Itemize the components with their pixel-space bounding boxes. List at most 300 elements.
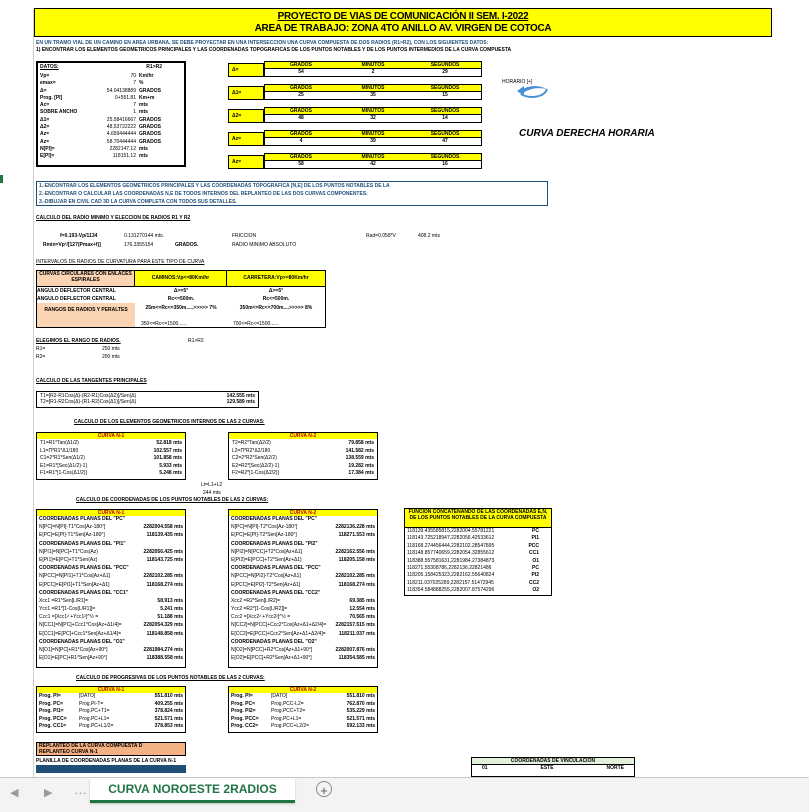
t2-formula: T2=[R1-R2Cos(Δ)-(R1-R2)Cos(Δ1)]/Sen(Δ) [40, 399, 137, 405]
coordenada-row [231, 647, 375, 655]
datos-key: Vp= [40, 73, 50, 79]
coordenada-value: 118148.858 mts [146, 630, 183, 637]
coordenada-formula: N[PC]=N[PI]-T2*Cos[Az-180°] [231, 524, 298, 531]
coordenada-value: 51.188 mts [157, 614, 183, 621]
resumen-point: PC [532, 564, 539, 571]
coordenada-row [231, 573, 375, 581]
progresivas-heading: CALCULO DE PROGRESIVAS DE LOS PUNTOS NOTABLES DE LAS 2 CURVAS: [76, 675, 265, 681]
angle-m-value: 35 [370, 92, 376, 98]
angle-values-row [264, 69, 482, 77]
elemento-formula: C1=2*R1*Sen(Δ1/2) [40, 455, 85, 462]
datos-unit: GRADOS [139, 138, 161, 145]
coordenada-formula: N[CC1]=N[PC]+Ccc1*Cos[Az+Δ1/4]= [39, 622, 122, 629]
horario-arrow-icon [515, 82, 551, 100]
freeze-pane-marker [0, 175, 3, 183]
sheet-left-border [33, 8, 34, 777]
elemento-value: 5.933 mts [159, 462, 182, 469]
curvas-r3b-v1: 350<=Rc<=1500...... [141, 321, 187, 327]
resumen-box [404, 508, 552, 596]
angle-col-label: MINUTOS [361, 131, 385, 137]
datos-value: 25.58416667 [106, 116, 136, 123]
elemento-value: 101.858 mts [153, 455, 182, 462]
elemento-value: 19.282 mts [348, 462, 374, 469]
angle-header-row [264, 130, 482, 138]
lt-val: 244 mts [203, 490, 221, 496]
resumen-row [407, 580, 549, 587]
resumen-row [407, 558, 549, 565]
coordenada-formula: Ccc2 =[Xcc2² +Ycc2²]^½ = [231, 614, 291, 621]
coordenada-row [39, 647, 183, 655]
progresiva-value: 592.133 mts [346, 723, 375, 730]
r1-val: 250 mts [102, 346, 120, 352]
datos-unit: GRADOS [139, 131, 161, 138]
angle-m-value: 2 [371, 69, 375, 75]
datos-row [40, 88, 182, 95]
angle-g-value: 4 [299, 138, 303, 144]
intervalos-text: INTERVALOS DE RADIOS DE CURVATURA PARA ESTE TIPO DE CURVA [36, 259, 205, 265]
resumen-point: PCC [528, 542, 539, 549]
elemento-formula: L2=Π*R2*Δ2/180 [232, 447, 271, 454]
datos-unit: mts [139, 109, 148, 116]
coordenada-row [39, 614, 183, 622]
datos-key: Az= [40, 138, 50, 145]
resumen-point: O1 [532, 557, 539, 564]
coordenada-value: 118388.558 mts [146, 655, 183, 662]
datos-key: N[PI]= [40, 145, 55, 152]
datos-header-label: DATOS: [40, 64, 59, 70]
coordenada-row [39, 557, 183, 565]
angle-g-value: 48 [298, 115, 304, 121]
progresiva-formula: [DATO] [271, 693, 288, 699]
rad-val: 408.2 mts [418, 233, 440, 239]
coordenadas-c2-box [228, 509, 378, 668]
rmin-val: 176.3355154 [124, 242, 154, 248]
angle-col-label: SEGUNDOS [430, 108, 460, 114]
progresiva-formula: Prog.PC+L1/2= [79, 723, 114, 730]
datos-unit: GRADOS [139, 116, 161, 123]
rmin-unit: GRADOS. [175, 242, 199, 248]
coordenada-value: 2282007.876 mts [335, 647, 375, 653]
progresiva-value: 521.571 mts [346, 715, 375, 722]
curvas-h3: CARRETERA:Vp>=80Km/hr [227, 271, 325, 287]
coordenadas-c1-box [36, 509, 186, 668]
rmin-note: RADIO MINIMO ABSOLUTO [232, 242, 297, 248]
progresiva-point: Prog. CC1= [39, 723, 67, 730]
coordenada-formula: E[CC2]=E[PCC]+Ccc2*Sen[Az+Δ1+Δ2/4]= [231, 630, 326, 637]
replanteo-h1: REPLANTEO DE LA CURVA COMPUESTA D [39, 743, 143, 749]
resumen-title: FUNCION CONCATENANDO DE LAS COORDENADAS E,N, DE LOS PUNTOS NOTABLES DE LA CURVA COMPUESTA [405, 509, 551, 528]
resumen-coords: 118271.55308786,2282136.22821486 [407, 564, 492, 571]
coordenada-row [39, 573, 183, 581]
coordenada-formula: COORDENADAS PLANAS DEL "PCC" [39, 565, 129, 572]
progresiva-value: 551.810 mts [154, 693, 183, 699]
progresiva-value: 521.571 mts [154, 715, 183, 722]
elemento-row [232, 448, 374, 456]
progresivas-c1-box [36, 686, 186, 733]
elemento-row [40, 448, 182, 456]
coordenada-formula: N[O1]=N[PC]+R1*Cos[Az+90°] [39, 647, 108, 653]
vinculacion-title: COORDENADAS DE VINCULACION [472, 758, 634, 765]
angle-values-row [264, 138, 482, 146]
datos-row [40, 139, 182, 146]
datos-key: Az= [40, 131, 50, 138]
coordenada-formula: COORDENADAS PLANAS DEL "CC1" [39, 589, 129, 596]
progresiva-value: 378.824 mts [154, 708, 183, 715]
elemento-formula: T1=R1*Tan(Δ1/2) [40, 440, 79, 446]
coordenada-formula: E[PCC]=E[PI1]+T1*Sen[Az+Δ1] [39, 581, 110, 588]
datos-unit: GRADOS [139, 124, 161, 131]
tasks-box [36, 181, 548, 206]
coordenada-formula: Ycc2 =R2*[1-Cos[L/R2]]= [231, 606, 288, 613]
coordenada-value: 2282157.515 mts [335, 622, 375, 629]
title-line1: PROYECTO DE VIAS DE COMUNICACIÓN II SEM. I-2022 [277, 11, 529, 22]
coordenada-value: 69.385 mts [349, 597, 375, 604]
progresiva-row [231, 701, 375, 709]
resumen-row [407, 565, 549, 572]
coordenada-formula: N[PI2]=N[PCC]+T2*Cos[Az+Δ1] [231, 548, 303, 555]
datos-unit: Km/hr [139, 73, 154, 79]
resumen-point: PI1 [531, 535, 539, 542]
coordenada-value: 2282054.329 mts [143, 622, 183, 629]
coordenadas-heading: CALCULO DE COORDENADAS DE LOS PUNTOS NOTABLES DE LAS 2 CURVAS: [76, 497, 269, 503]
coordenada-row [39, 524, 183, 532]
elemento-formula: F1=R1*[1-Cos(Δ1/2)] [40, 470, 87, 477]
progresivas-c2-rows [229, 693, 377, 731]
curvas-h2: CAMINOS:Vp<=80Km/hr [135, 271, 227, 287]
progresiva-row [231, 693, 375, 701]
resumen-coords: 118143.725218947,2282056.42533612 [407, 535, 495, 542]
datos-header-right: R1>R2 [146, 64, 162, 70]
angle-header-row [264, 61, 482, 69]
coordenada-formula: N[CC2]=N[PCC]+Ccc2*Cos[Az+Δ1+Δ2/4]= [231, 622, 327, 629]
intro-text: EN UN TRAMO VIAL DE UN CAMINO EN AREA URBANA, SE DEBE PROYECTAR EN UNA INTERSECCION UNA CURVA COMPUESTA DE DOS RADIOS (R1>R2), CON LOS SIGUIENTES DATOS: [36, 40, 489, 46]
tangentes-box [36, 391, 259, 408]
elemento-row [232, 470, 374, 478]
angle-label: Δ= [228, 63, 264, 77]
coordenada-formula: N[PCC]=N[PI2]-T2*Cos[Az+Δ1] [231, 573, 301, 580]
progresiva-formula: Prog.PCC+L2/2= [271, 723, 310, 730]
angle-col-label: GRADOS [290, 108, 312, 114]
coordenada-formula: COORDENADAS PLANAS DEL "O2" [231, 638, 317, 645]
coordenada-value: 118168.274 mts [338, 581, 375, 588]
title-banner [34, 8, 772, 37]
resumen-point: PC [532, 528, 539, 534]
datos-value: 7 [133, 80, 136, 87]
progresiva-point: Prog. PC= [231, 700, 256, 707]
progresiva-formula: Prog.PC+T1= [79, 708, 110, 715]
datos-row [40, 146, 182, 153]
angle-col-label: SEGUNDOS [430, 85, 460, 91]
tab-ellipsis-icon[interactable]: … [74, 782, 87, 797]
resumen-rows [405, 528, 551, 595]
angle-header-row [264, 107, 482, 115]
progresiva-row [39, 708, 183, 716]
elemento-row [40, 470, 182, 478]
coordenadas-c2-rows [229, 516, 377, 663]
elemento-row [232, 463, 374, 471]
coordenada-row [39, 541, 183, 549]
angle-m-value: 39 [370, 138, 376, 144]
resumen-row [407, 587, 549, 594]
elementos-c2-title: CURVA N-2 [229, 433, 377, 439]
coordenada-row [231, 532, 375, 540]
angle-m-value: 42 [370, 161, 376, 167]
coordenada-value: 118271.553 mts [338, 532, 375, 539]
vinculacion-col-2: ESTE [540, 765, 554, 771]
coordenada-row [39, 549, 183, 557]
replanteo-header [36, 742, 186, 756]
datos-value: 48.53722222 [106, 124, 136, 131]
datos-unit: GRADOS [139, 87, 161, 94]
datos-key: E[PI]= [40, 153, 55, 160]
resumen-coords: 118388.557581631,2281984.27384873 [407, 557, 495, 564]
coordenada-formula: E[PI2]=E[PCC]+T2*Sen[Az+Δ1] [231, 556, 302, 563]
coordenada-value: 12.554 mts [349, 606, 375, 613]
tab-curva-noroeste[interactable] [90, 778, 295, 803]
elemento-formula: E1=R1*[Sec(Δ1/2)-1] [40, 462, 87, 469]
coordenada-value: 2282162.556 mts [335, 548, 375, 555]
coordenada-formula: COORDENADAS PLANAS DEL "CC2" [231, 589, 321, 596]
elemento-formula: T2=R2*Tan(Δ2/2) [232, 440, 271, 446]
lt-key: Lt=L1+L2 [201, 482, 223, 488]
coordenada-row [231, 598, 375, 606]
progresivas-c2-box [228, 686, 378, 733]
elemento-formula: F2=R2*[1-Cos(Δ2/2)] [232, 470, 279, 477]
elementos-c1-rows [37, 439, 185, 479]
coordenada-formula: Xcc2 =R2*Sen[L/R2]= [231, 597, 280, 604]
progresivas-c1-title: CURVA N-1 [37, 687, 185, 693]
curvas-table [36, 270, 326, 328]
angle-s-value: 29 [442, 69, 448, 75]
datos-row [40, 109, 182, 116]
angle-label: Δ2= [228, 109, 264, 123]
datos-row [40, 117, 182, 124]
progresiva-formula: [DATO] [79, 693, 96, 699]
curvas-r1-label: ANGULO DEFLECTOR CENTRAL [37, 288, 116, 294]
elemento-value: 141.582 mts [345, 447, 374, 454]
coordenada-row [231, 622, 375, 630]
coordenada-row [39, 565, 183, 573]
elemento-value: 17.384 mts [348, 470, 374, 477]
curva-label: CURVA DERECHA HORARIA [519, 128, 655, 139]
coordenada-value: 70.565 mts [349, 614, 375, 621]
tab-scroll-right-icon[interactable]: ▶ [44, 787, 53, 799]
coordenada-formula: COORDENADAS PLANAS DEL "O1" [39, 638, 125, 645]
t2-value: 129.589 mts [226, 399, 255, 405]
datos-unit: mts [139, 102, 148, 109]
datos-key: SOBRE ANCHO [40, 109, 78, 116]
coordenada-formula: COORDENADAS PLANAS DEL "PC" [39, 516, 126, 522]
angle-s-value: 14 [442, 115, 448, 121]
datos-value: 54.04138889 [106, 87, 136, 94]
tab-scroll-left-icon[interactable]: ◀ [10, 787, 19, 799]
radio-min-heading: CALCULO DEL RADIO MINIMO Y ELECCION DE RADIOS R1 Y R2 [36, 215, 191, 221]
resumen-row [407, 543, 549, 550]
elemento-formula: L1=Π*R1*Δ1/180 [40, 447, 79, 454]
coordenada-row [39, 598, 183, 606]
progresiva-point: Prog. PI2= [231, 708, 256, 715]
vinculacion-box [471, 757, 635, 777]
datos-key: Ac= [40, 102, 50, 109]
progresiva-formula: Prog.PC+L1= [79, 715, 110, 722]
coordenada-value: 118205.158 mts [338, 556, 375, 563]
elementos-c1-box [36, 432, 186, 480]
add-sheet-button[interactable] [316, 781, 332, 797]
coordenada-row [231, 557, 375, 565]
coordenada-row [39, 516, 183, 524]
vinculacion-col-1: 01 [482, 765, 488, 771]
elementos-c1-title: CURVA N-1 [37, 433, 185, 439]
elemento-formula: E2=R2*[Sec(Δ2/2)-1] [232, 462, 279, 469]
elemento-row [40, 463, 182, 471]
elegimos-heading: ELEGIMOS EL RANGO DE RADIOS. [36, 338, 121, 344]
resumen-coords: 118211.037025289,2282157.51472945 [407, 579, 494, 586]
coordenada-formula: N[O2]=N[PCC]+R2*Cos[Az+Δ1+90°] [231, 647, 313, 653]
angles-table [228, 61, 482, 174]
angle-col-label: MINUTOS [361, 62, 385, 68]
tangentes-heading: CALCULO DE LAS TANGENTES PRINCIPALES [36, 378, 147, 384]
progresiva-value: 762.870 mts [346, 700, 375, 707]
progresiva-point: Prog. PI= [231, 693, 253, 699]
r2-val: 200 mts [102, 354, 120, 360]
elemento-formula: C2=2*R2*Sen(Δ2/2) [232, 455, 277, 462]
resumen-row [407, 550, 549, 557]
progresiva-point: Prog. PCC= [231, 715, 259, 722]
progresiva-value: 551.810 mts [346, 693, 375, 699]
datos-header [40, 64, 182, 70]
coordenada-value: 2282004.558 mts [143, 524, 183, 531]
angle-col-label: MINUTOS [361, 154, 385, 160]
progresiva-point: Prog. PC= [39, 700, 64, 707]
coordenada-formula: E[CC1]=E[PC]+Ccc1*Sen[Az+Δ1/4]= [39, 630, 121, 637]
datos-unit: Km+m [139, 94, 155, 101]
progresiva-row [39, 693, 183, 701]
coordenada-value: 2281984.274 mts [143, 647, 183, 653]
curvas-r3-v1: 25m<=Rc<=350m.....>>>>> 7% [145, 305, 217, 311]
elemento-row [232, 455, 374, 463]
curvas-r2-v1: Rc<=500m. [167, 296, 195, 302]
rmin-expr: Rmin=Vp²/[127(Pmax+f)] [43, 242, 101, 248]
coordenada-row [231, 614, 375, 622]
angle-s-value: 15 [442, 92, 448, 98]
coordenada-row [231, 590, 375, 598]
sheet-tab-bar [0, 777, 809, 812]
angle-col-label: GRADOS [290, 154, 312, 160]
coordenada-row [231, 639, 375, 647]
tangente-row-2 [40, 399, 255, 405]
resumen-point: PI2 [531, 572, 539, 579]
datos-row [40, 124, 182, 131]
coordenada-formula: E[O1]=E[PC]+R1*Sen[Az+90°] [39, 655, 108, 662]
elemento-row [40, 440, 182, 448]
angle-header-row [264, 153, 482, 161]
coordenada-row [231, 516, 375, 524]
resumen-row [407, 572, 549, 579]
progresiva-point: Prog. PCC= [39, 715, 67, 722]
datos-unit: % [139, 80, 144, 87]
progresiva-row [39, 723, 183, 731]
angle-values-row [264, 92, 482, 100]
coordenadas-c2-title: CURVA N-2 [229, 510, 377, 516]
coordenada-value: 58.913 mts [157, 597, 183, 604]
coordenada-formula: COORDENADAS PLANAS DEL "PC" [231, 516, 318, 522]
task-line-3: 3.-DIBUJAR EN CIVIL CAD 3D LA CURVA COMPLETA CON TODOS SUS DETALLES. [39, 199, 237, 205]
elementos-c2-rows [229, 439, 377, 479]
resumen-point: CC1 [528, 550, 539, 557]
angle-col-label: MINUTOS [361, 108, 385, 114]
angle-label: Az= [228, 155, 264, 169]
coordenada-row [39, 532, 183, 540]
f-val: 0.131270144 mts. [124, 233, 165, 239]
friccion-label: FRICCION [232, 233, 257, 239]
datos-key: emax= [40, 80, 56, 87]
elemento-value: 138.559 mts [345, 455, 374, 462]
coordenada-row [231, 524, 375, 532]
progresiva-point: Prog. PI1= [39, 708, 64, 715]
coordenada-formula: Xcc1 =R1*Sen[L/R1]= [39, 597, 88, 604]
coordenada-row [231, 549, 375, 557]
coordenada-value: 118354.585 mts [338, 655, 375, 662]
elemento-row [232, 440, 374, 448]
datos-key: Prog. [PI] [40, 94, 63, 101]
task1-text: 1) ENCONTRAR LOS ELEMENTOS GEOMETRICOS PRINCIPALES Y LAS COORDENADAS TOPOGRAFICAS DE LOS PUNTOS NOTABLES Y DE LOS PUNTOS INTERMEDIOS DE LA CURVA COMPUESTA [36, 47, 512, 53]
coordenada-value: 118168.274 mts [146, 581, 183, 588]
coordenada-formula: E[O2]=E[PCC]+R2*Sen[Az+Δ1+90°] [231, 655, 312, 662]
replanteo-az-row [36, 765, 186, 773]
coordenada-formula: E[PCC]=E[PI2]-T2*Sen[Az+Δ1] [231, 581, 301, 588]
coordenada-formula: COORDENADAS PLANAS DEL "PI2" [231, 540, 318, 547]
datos-key: Δ2= [40, 124, 50, 131]
resumen-coords: 118139.435585815,2282004.55781221 [407, 528, 495, 534]
coordenada-row [39, 631, 183, 639]
curvas-r2-v2: Rc<=500m. [262, 296, 290, 302]
angle-values-row [264, 161, 482, 169]
angle-s-value: 16 [442, 161, 448, 167]
datos-value: 1 [133, 109, 136, 116]
curvas-r3b-v2: 700<=Rc<=1500...... [233, 321, 279, 327]
coordenada-formula: E[PC]=E[PI]-T2*Sen[Az-180°] [231, 532, 297, 539]
angle-col-label: SEGUNDOS [430, 62, 460, 68]
coordenada-row [231, 655, 375, 663]
angle-g-value: 25 [298, 92, 304, 98]
t1-value: 142.555 mts [226, 393, 255, 399]
coordenadas-c1-title: CURVA N-1 [37, 510, 185, 516]
t1-formula: T1=[R2-R1Cos(Δ)-(R2-R1)Cos(Δ2)]/Sen(Δ) [40, 393, 137, 399]
curvas-r1-v1: Δ>=5° [173, 288, 189, 294]
tab-curva-noroeste-label: CURVA NOROESTE 2RADIOS [108, 782, 277, 796]
progresivas-c1-rows [37, 693, 185, 731]
elemento-row [40, 455, 182, 463]
curvas-h1: CURVAS CIRCULARES CON ENLACES ESPIRALES [37, 271, 135, 287]
angle-col-label: SEGUNDOS [430, 154, 460, 160]
f-expr: f=0.193-Vp/1134 [60, 233, 98, 239]
coordenada-row [231, 631, 375, 639]
coordenada-value: 2282102.285 mts [335, 573, 375, 580]
elemento-value: 79.858 mts [348, 440, 374, 446]
angle-col-label: GRADOS [290, 85, 312, 91]
coordenada-formula: COORDENADAS PLANAS DEL "PCC" [231, 565, 321, 572]
progresiva-value: 378.853 mts [154, 723, 183, 730]
angle-header-row [264, 84, 482, 92]
curvas-r1-v2: Δ>=5° [268, 288, 284, 294]
coordenada-row [39, 582, 183, 590]
datos-value: 4.659444444 [106, 131, 136, 138]
datos-key: Δ= [40, 87, 47, 94]
angle-col-label: GRADOS [290, 131, 312, 137]
add-sheet-icon: + [320, 783, 328, 798]
elemento-value: 52.818 mts [156, 440, 182, 446]
curvas-r2-label: ANGULO DEFLECTOR CENTRAL [37, 296, 116, 302]
